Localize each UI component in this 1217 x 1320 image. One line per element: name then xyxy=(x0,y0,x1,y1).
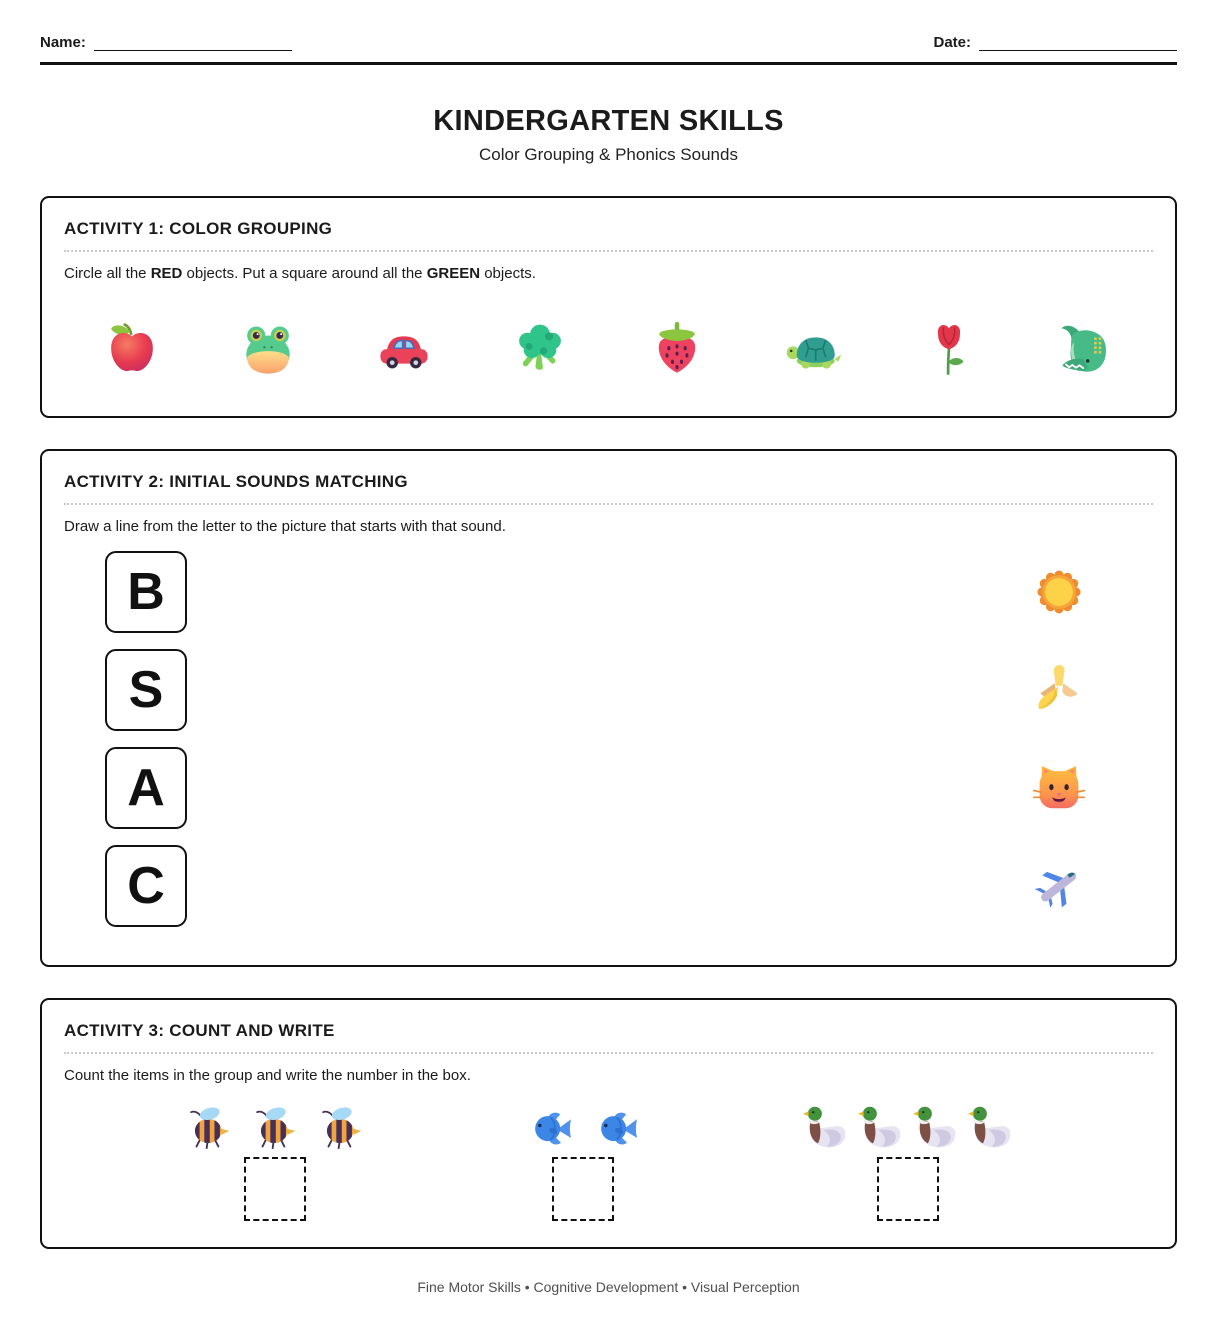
activity-3-dotted-divider xyxy=(64,1052,1153,1054)
activity-3-title: ACTIVITY 3: COUNT AND WRITE xyxy=(64,1021,335,1040)
letter-box-s[interactable]: S xyxy=(105,649,187,731)
letter-box-c[interactable]: C xyxy=(105,845,187,927)
banana-emoji[interactable] xyxy=(1032,663,1086,717)
bee-answer-box[interactable] xyxy=(244,1157,306,1221)
letter-box-b[interactable]: B xyxy=(105,551,187,633)
activity-3-section xyxy=(40,998,1177,1249)
activity1-items-row xyxy=(64,304,1153,396)
crocodile-emoji[interactable] xyxy=(1056,321,1114,379)
duck-emoji xyxy=(910,1102,960,1152)
activity-3-instruction: Count the items in the group and write the number in the box. xyxy=(64,1067,471,1084)
activity2-pictures-column xyxy=(1018,551,1100,927)
duck-items-row xyxy=(800,1102,1015,1152)
activity2-letters-column xyxy=(105,551,187,927)
bee-emoji xyxy=(184,1102,234,1152)
broccoli-emoji[interactable] xyxy=(511,321,569,379)
name-label: Name: xyxy=(40,34,86,51)
activity-2-section xyxy=(40,449,1177,967)
name-field xyxy=(40,34,292,51)
duck-count-group xyxy=(800,1102,1015,1221)
fish-items-row xyxy=(525,1102,641,1152)
activity-2-dotted-divider xyxy=(64,503,1153,505)
fish-emoji xyxy=(525,1102,575,1152)
activity-2-instruction: Draw a line from the letter to the picture that starts with that sound. xyxy=(64,518,506,535)
activity-2-title: ACTIVITY 2: INITIAL SOUNDS MATCHING xyxy=(64,472,408,491)
bee-emoji xyxy=(250,1102,300,1152)
car-emoji[interactable] xyxy=(375,321,433,379)
activity3-groups-row xyxy=(64,1102,1153,1227)
airplane-emoji[interactable] xyxy=(1032,859,1086,913)
activity-1-dotted-divider xyxy=(64,250,1153,252)
rose-emoji[interactable] xyxy=(920,321,978,379)
frog-emoji[interactable] xyxy=(239,321,297,379)
fish-count-group xyxy=(525,1102,641,1221)
apple-emoji[interactable] xyxy=(103,321,161,379)
activity-1-section xyxy=(40,196,1177,418)
page-subtitle: Color Grouping & Phonics Sounds xyxy=(479,145,738,164)
cat-picture-cell xyxy=(1018,747,1100,829)
banana-picture-cell xyxy=(1018,649,1100,731)
duck-emoji xyxy=(855,1102,905,1152)
name-line[interactable] xyxy=(94,37,292,51)
fish-answer-box[interactable] xyxy=(552,1157,614,1221)
activity-1-instruction: Circle all the RED objects. Put a square around all the GREEN objects. xyxy=(64,265,536,282)
page-title: KINDERGARTEN SKILLS xyxy=(433,105,784,137)
bee-items-row xyxy=(184,1102,366,1152)
activity2-match-grid xyxy=(64,551,1153,945)
bee-emoji xyxy=(316,1102,366,1152)
duck-emoji xyxy=(965,1102,1015,1152)
footer-text: Fine Motor Skills • Cognitive Development • Visual Perception xyxy=(417,1279,800,1295)
sun-emoji[interactable] xyxy=(1032,565,1086,619)
airplane-picture-cell xyxy=(1018,845,1100,927)
strawberry-emoji[interactable] xyxy=(648,321,706,379)
header xyxy=(40,34,1177,51)
date-line[interactable] xyxy=(979,37,1177,51)
date-field xyxy=(933,34,1177,51)
fish-emoji xyxy=(591,1102,641,1152)
date-label: Date: xyxy=(933,34,971,51)
letter-box-a[interactable]: A xyxy=(105,747,187,829)
activity-1-title: ACTIVITY 1: COLOR GROUPING xyxy=(64,219,333,238)
duck-emoji xyxy=(800,1102,850,1152)
green-word: GREEN xyxy=(426,265,481,282)
cat-emoji[interactable] xyxy=(1032,761,1086,815)
header-divider xyxy=(40,62,1177,65)
sun-picture-cell xyxy=(1018,551,1100,633)
red-word: RED xyxy=(150,265,183,282)
bee-count-group xyxy=(184,1102,366,1221)
turtle-emoji[interactable] xyxy=(784,321,842,379)
duck-answer-box[interactable] xyxy=(877,1157,939,1221)
